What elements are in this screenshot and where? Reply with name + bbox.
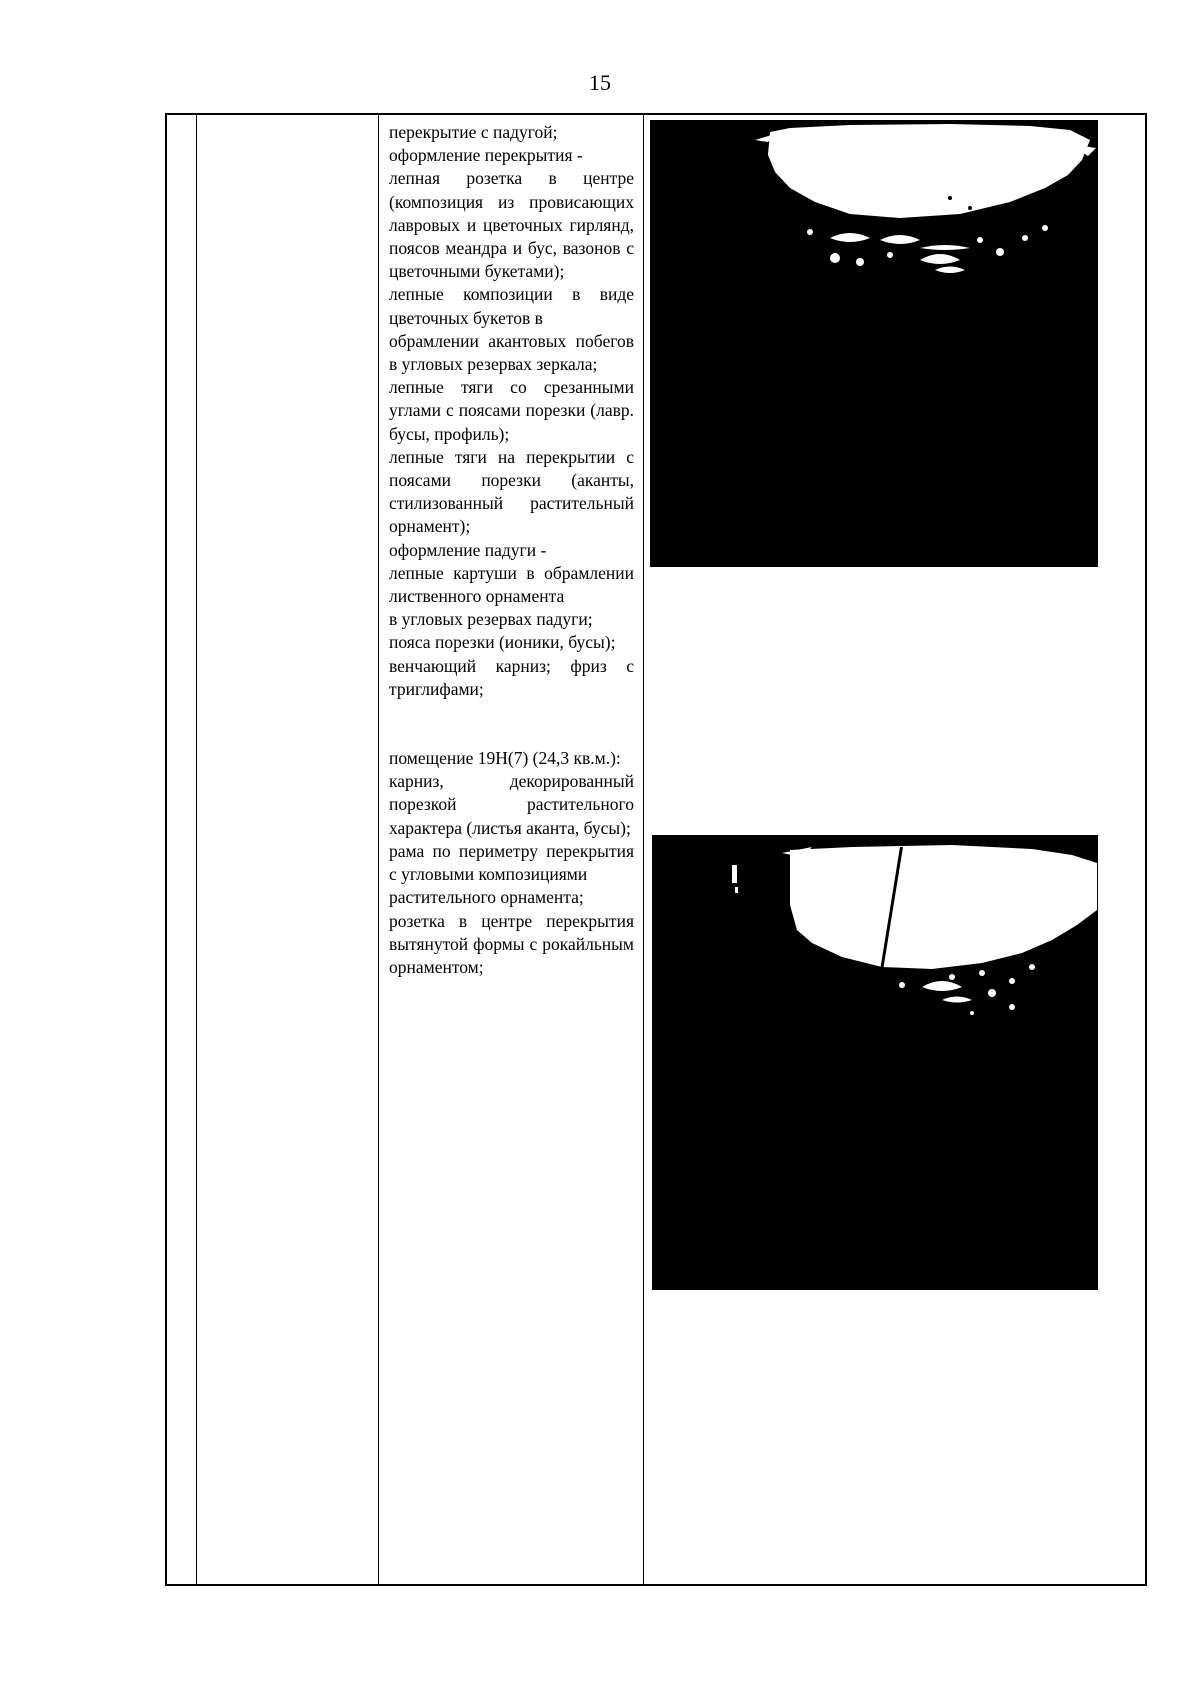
ceiling-photo-2 [652,835,1098,1290]
description-paragraph: лепные тяги со срезанными углами с поясами порезки (лавр. бусы, профиль); [389,377,634,444]
description-paragraph: лепные композиции в виде цветочных букетов в [389,284,634,328]
page-number: 15 [589,70,611,95]
description-paragraph: розетка в центре перекрытия вытянутой формы с рокайльным орнаментом; [389,910,634,977]
description-paragraph: лепные картуши в обрамлении лиственного орнамента [389,562,634,607]
ceiling-photo-2-graphic [652,835,1098,1290]
description-paragraph: растительного орнамента; [389,887,584,908]
description-column [389,121,634,979]
description-paragraph: лепная розетка в центре (композиция из провисающих лавровых и цветочных гирлянд, поясов меандра и бус, вазонов с цветочными букетами); [389,168,634,282]
column-divider [196,115,197,1584]
description-paragraph: пояса порезки (ионики, бусы); [389,632,616,653]
description-paragraph: оформление падуги - [389,539,547,560]
description-paragraph: в угловых резервах падуги; [389,609,593,630]
description-paragraph: рама по периметру перекрытия с угловыми композициями [389,840,634,885]
paragraph-gap [389,701,634,747]
document-table [165,113,1147,1586]
description-paragraph: лепные тяги на перекрытии с поясами порезки (аканты, стилизованный растительный орнамент); [389,446,634,537]
column-divider [643,115,644,1584]
description-paragraph: карниз, декорированный порезкой растительного характера (листья аканта, бусы); [389,771,634,838]
description-paragraph: помещение 19Н(7) (24,3 кв.м.): [389,748,621,769]
description-paragraph: венчающий карниз; фриз с триглифами; [389,655,634,699]
column-divider [378,115,379,1584]
description-paragraph: перекрытие с падугой; [389,122,558,142]
ceiling-photo-1 [650,120,1098,567]
ceiling-photo-1-graphic [650,120,1098,567]
description-paragraph: обрамлении акантовых побегов в угловых резервах зеркала; [389,330,634,375]
description-paragraph: оформление перекрытия - [389,145,583,166]
